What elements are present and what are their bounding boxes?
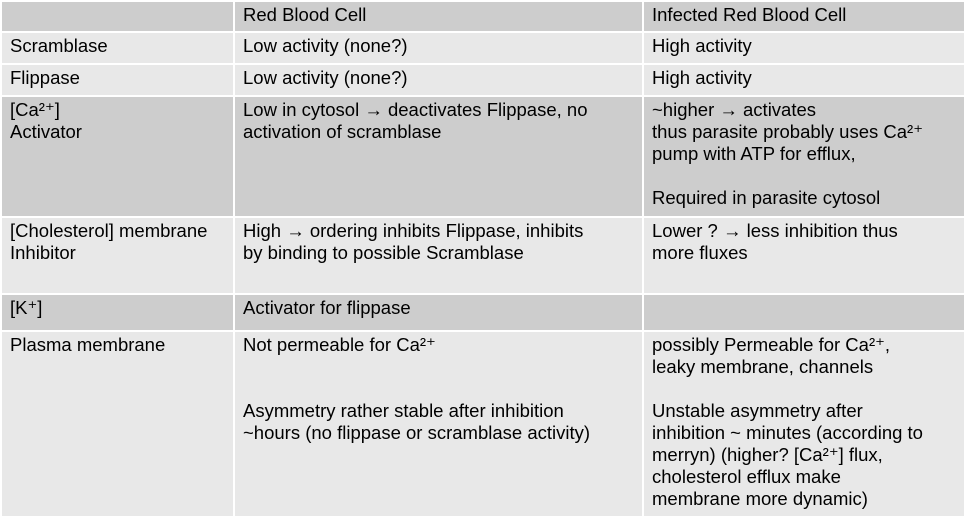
blank-line (243, 378, 634, 400)
row-label (1, 96, 234, 217)
infected-red-blood-cell-value (643, 96, 964, 217)
cell-text-line: merryn) (higher? [Ca²⁺] flux, (652, 444, 883, 465)
cell-text-line: High → ordering inhibits Flippase, inhibits (243, 220, 584, 241)
cell-text-line: Scramblase (10, 35, 108, 56)
red-blood-cell-value (234, 217, 643, 294)
cell-text-line: High activity (652, 67, 752, 88)
cell-text-line: Low activity (none?) (243, 67, 408, 88)
header-infected-red-blood-cell: Infected Red Blood Cell (643, 1, 964, 32)
cell-text-line: High activity (652, 35, 752, 56)
cell-text-line: Required in parasite cytosol (652, 187, 881, 208)
infected-red-blood-cell-value (643, 294, 964, 331)
infected-red-blood-cell-value (643, 64, 964, 96)
cell-text-line: Low activity (none?) (243, 35, 408, 56)
cell-text-line: Inhibitor (10, 242, 76, 263)
blank-line (243, 356, 634, 378)
cell-text-line: Unstable asymmetry after (652, 400, 863, 421)
cell-text-line: Low in cytosol → deactivates Flippase, no (243, 99, 588, 120)
red-blood-cell-value (234, 331, 643, 517)
red-blood-cell-value (234, 32, 643, 64)
row-scramblase (1, 32, 964, 64)
blank-line (652, 378, 956, 400)
cell-text-line: Asymmetry rather stable after inhibition (243, 400, 564, 421)
row-label (1, 64, 234, 96)
cell-text-line: Lower ? → less inhibition thus (652, 220, 898, 241)
cell-text-line: [Ca²⁺] (10, 99, 60, 120)
cell-text-line: [Cholesterol] membrane (10, 220, 208, 241)
row-potassium (1, 294, 964, 331)
cell-text-line: ~higher → activates (652, 99, 817, 120)
row-cholesterol (1, 217, 964, 294)
row-calcium (1, 96, 964, 217)
cell-text-line: thus parasite probably uses Ca²⁺ (652, 121, 923, 142)
cell-text-line: cholesterol efflux make (652, 466, 841, 487)
infected-red-blood-cell-value (643, 331, 964, 517)
row-label (1, 294, 234, 331)
infected-red-blood-cell-value (643, 217, 964, 294)
cell-text-line: by binding to possible Scramblase (243, 242, 524, 263)
infected-red-blood-cell-value (643, 32, 964, 64)
cell-text-line: more fluxes (652, 242, 748, 263)
cell-text-line: leaky membrane, channels (652, 356, 874, 377)
cell-text-line: inhibition ~ minutes (according to (652, 422, 923, 443)
cell-text-line: Flippase (10, 67, 80, 88)
cell-text-line: activation of scramblase (243, 121, 442, 142)
header-red-blood-cell: Red Blood Cell (234, 1, 643, 32)
header-row (1, 1, 964, 32)
row-label (1, 331, 234, 517)
cell-text-line: Activator (10, 121, 82, 142)
cell-text-line: ~hours (no flippase or scramblase activity) (243, 422, 591, 443)
row-label (1, 32, 234, 64)
row-flippase (1, 64, 964, 96)
cell-text-line: possibly Permeable for Ca²⁺, (652, 334, 891, 355)
row-label (1, 217, 234, 294)
cell-text-line: Activator for flippase (243, 297, 411, 318)
row-plasma-membrane (1, 331, 964, 517)
red-blood-cell-value (234, 64, 643, 96)
header-empty-cell (1, 1, 234, 32)
cell-text-line: membrane more dynamic) (652, 488, 868, 509)
red-blood-cell-value (234, 294, 643, 331)
blank-line (652, 165, 956, 187)
cell-text-line: [K⁺] (10, 297, 43, 318)
cell-text-line: pump with ATP for efflux, (652, 143, 856, 164)
red-blood-cell-value (234, 96, 643, 217)
cell-text-line: Plasma membrane (10, 334, 166, 355)
cell-text-line: Not permeable for Ca²⁺ (243, 334, 436, 355)
